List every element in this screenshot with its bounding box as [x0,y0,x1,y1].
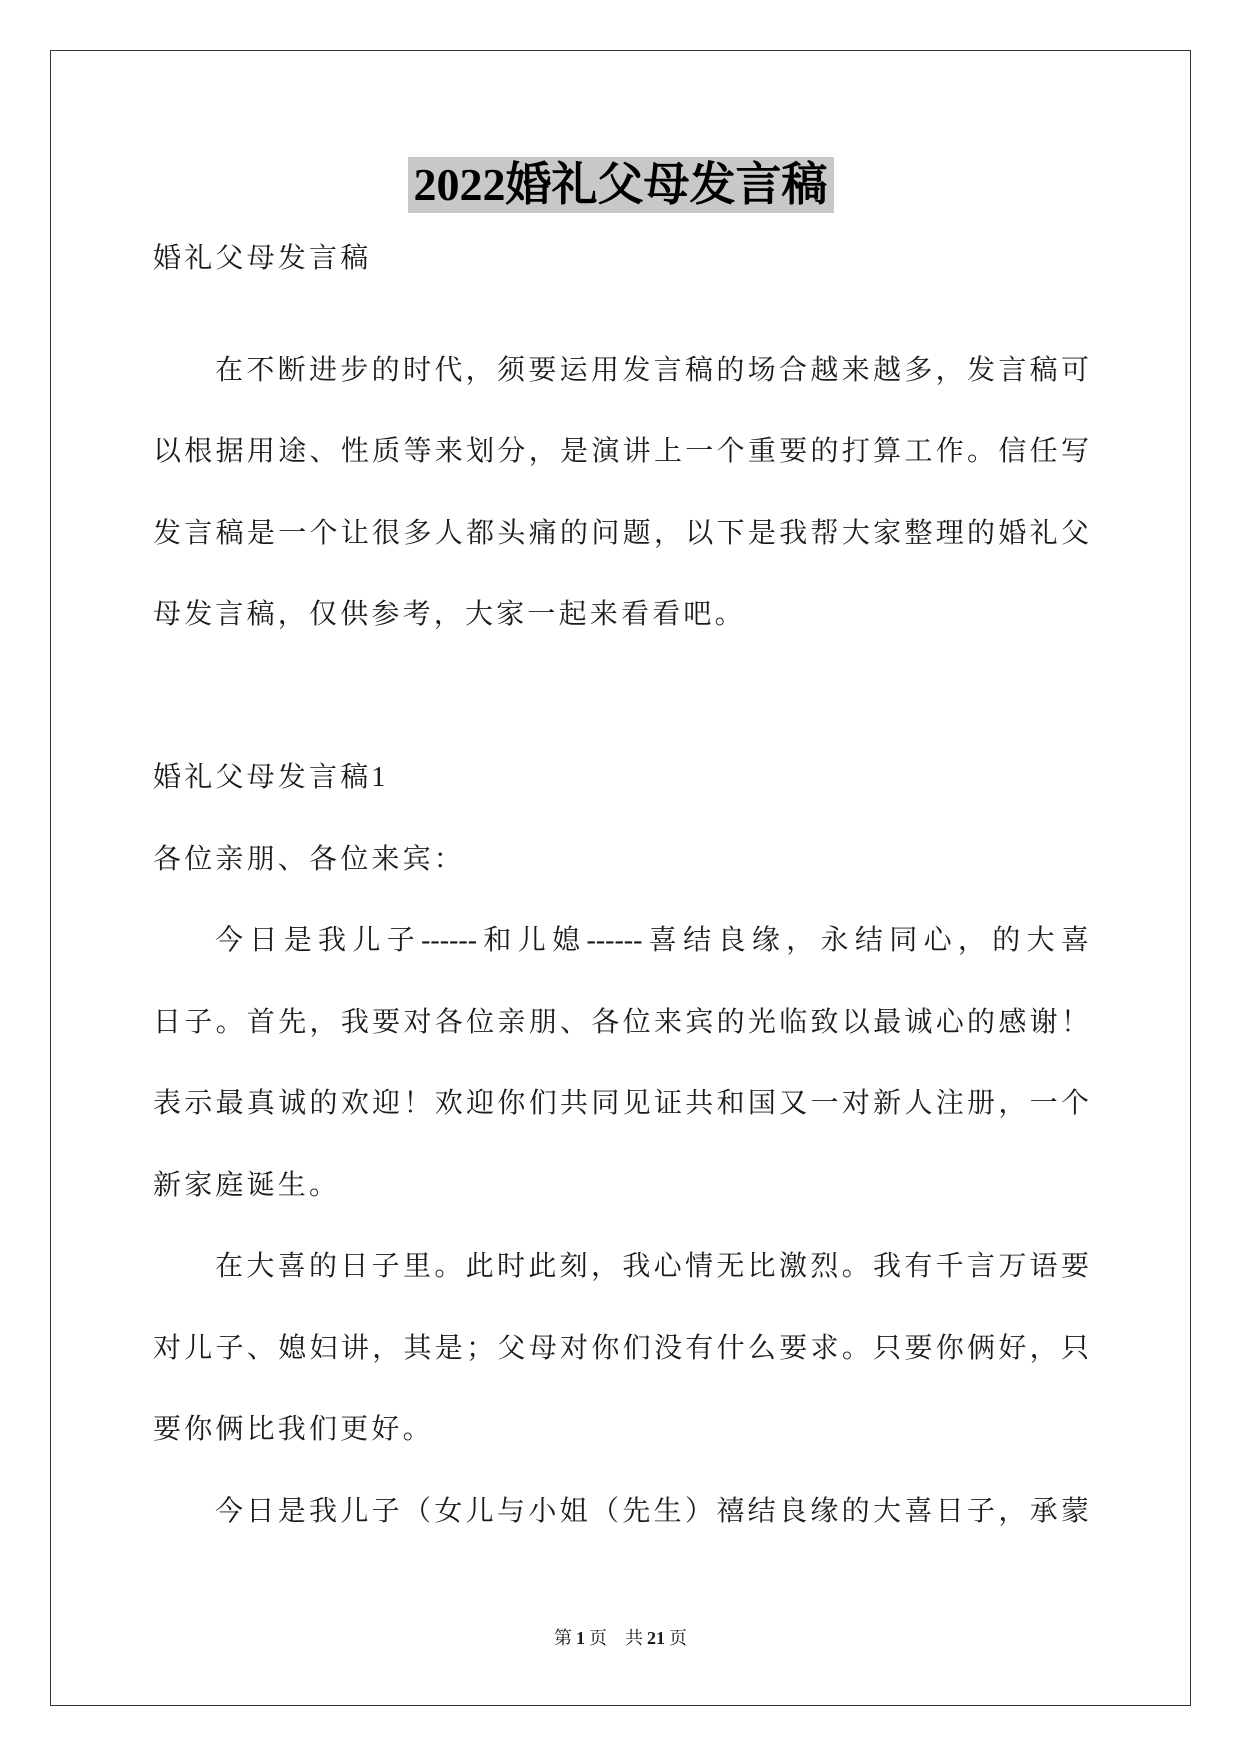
page-number-label [554,1628,607,1648]
paragraph-line: 以根据用途、性质等来划分，是演讲上一个重要的打算工作。信任写 [153,436,1089,467]
paragraph-line: 要你俩比我们更好。 [153,1414,434,1445]
blank-line [153,656,1089,738]
document-body [153,218,1089,1552]
intro-heading: 婚礼父母发言稿 [153,243,372,274]
total-pages-label [625,1628,687,1648]
paragraph-line: 对儿子、媳妇讲，其是；父母对你们没有什么要求。只要你俩好，只 [153,1332,1089,1364]
intro-paragraph [153,330,1089,656]
total-prefix: 共 [625,1628,643,1648]
total-pages: 21 [647,1628,665,1648]
section-heading: 婚礼父母发言稿1 [153,762,389,793]
page-footer [0,1624,1241,1652]
page-number: 1 [576,1628,585,1648]
page-suffix: 页 [589,1628,607,1648]
paragraph-line: 今日是我儿子------和儿媳------喜结良缘，永结同心，的大喜 [215,925,1089,956]
paragraph-line: 今日是我儿子（女儿与小姐（先生）禧结良缘的大喜日子，承蒙 [215,1495,1089,1527]
paragraph-line: 在不断进步的时代，须要运用发言稿的场合越来越多，发言稿可 [215,354,1089,386]
page-prefix: 第 [554,1628,572,1648]
speech-paragraph [153,1226,1089,1471]
paragraph-line: 日子。首先，我要对各位亲朋、各位来宾的光临致以最诚心的感谢！ [153,1006,1089,1038]
paragraph-line: 发言稿是一个让很多人都头痛的问题，以下是我帮大家整理的婚礼父 [153,517,1089,549]
paragraph-line: 母发言稿，仅供参考，大家一起来看看吧。 [153,599,746,630]
speech-paragraph [153,1471,1089,1553]
paragraph-line: 在大喜的日子里。此时此刻，我心情无比激烈。我有千言万语要 [215,1251,1089,1282]
total-suffix: 页 [669,1628,687,1648]
salutation: 各位亲朋、各位来宾： [153,843,466,875]
speech-paragraph [153,900,1089,1226]
paragraph-line: 表示最真诚的欢迎！欢迎你们共同见证共和国又一对新人注册，一个 [153,1088,1089,1119]
title-block [0,157,1241,213]
paragraph-line: 新家庭诞生。 [153,1169,341,1201]
document-title: 2022婚礼父母发言稿 [408,157,834,213]
